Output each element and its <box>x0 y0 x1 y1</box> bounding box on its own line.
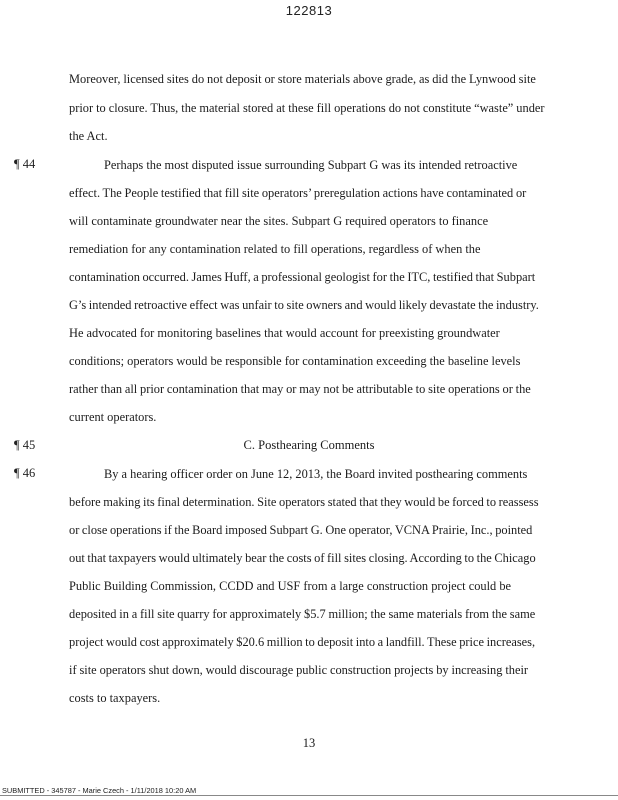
p44-line-3: will contaminate groundwater near the sites. Subpart G required operators to finance <box>69 214 489 228</box>
p46-line-2: before making its final determination. Site operators stated that they would be forced to reassess <box>69 495 539 509</box>
page-number: 13 <box>302 736 316 750</box>
submission-stamp: SUBMITTED - 345787 - Marie Czech - 1/11/2018 10:20 AM <box>2 786 197 795</box>
p46-line-3: or close operations if the Board imposed Subpart G. One operator, VCNA Prairie, Inc., pointed <box>69 523 533 537</box>
p46-line-8: if site operators shut down, would discourage public construction projects by increasing their <box>69 663 529 677</box>
footer-divider <box>0 795 618 796</box>
p46-line-7: project would cost approximately $20.6 million to deposit into a landfill. These price increases, <box>69 635 536 649</box>
section-heading: C. Posthearing Comments <box>243 438 375 452</box>
p44-line-10: current operators. <box>69 410 157 424</box>
p46-line-5: Public Building Commission, CCDD and USF from a large construction project could be <box>69 579 512 593</box>
intro-line-1: Moreover, licensed sites do not deposit or store materials above grade, as did the Lynwood site <box>69 72 536 86</box>
intro-line-3: the Act. <box>69 129 108 143</box>
p44-line-8: conditions; operators would be responsible for contamination exceeding the baseline levels <box>69 354 521 368</box>
p44-line-5: contamination occurred. James Huff, a professional geologist for the ITC, testified that Subpart <box>69 270 536 284</box>
p44-line-7: He advocated for monitoring baselines that would account for preexisting groundwater <box>69 326 500 340</box>
p44-line-4: remediation for any contamination related to fill operations, regardless of when the <box>69 242 481 256</box>
p44-line-6: G’s intended retroactive effect was unfair to site owners and would likely devastate the industry. <box>69 298 539 312</box>
p44-line-2: effect. The People testified that fill site operators’ preregulation actions have contaminated or <box>69 186 527 200</box>
intro-line-2: prior to closure. Thus, the material stored at these fill operations do not constitute “waste” under <box>69 101 545 115</box>
paragraph-mark-44: ¶ 44 <box>14 157 36 171</box>
p46-line-1: By a hearing officer order on June 12, 2013, the Board invited posthearing comments <box>104 467 528 481</box>
p44-line-9: rather than all prior contamination that may or may not be attributable to site operations or the <box>69 382 531 396</box>
p46-line-4: out that taxpayers would ultimately bear the costs of fill sites closing. According to the Chicago <box>69 551 536 565</box>
paragraph-mark-45: ¶ 45 <box>14 438 36 452</box>
p44-line-1: Perhaps the most disputed issue surrounding Subpart G was its intended retroactive <box>104 158 518 172</box>
p46-line-6: deposited in a fill site quarry for approximately $5.7 million; the same materials from the same <box>69 607 536 621</box>
document-number: 122813 <box>285 3 333 18</box>
p46-line-9: costs to taxpayers. <box>69 691 161 705</box>
paragraph-mark-46: ¶ 46 <box>14 466 36 480</box>
